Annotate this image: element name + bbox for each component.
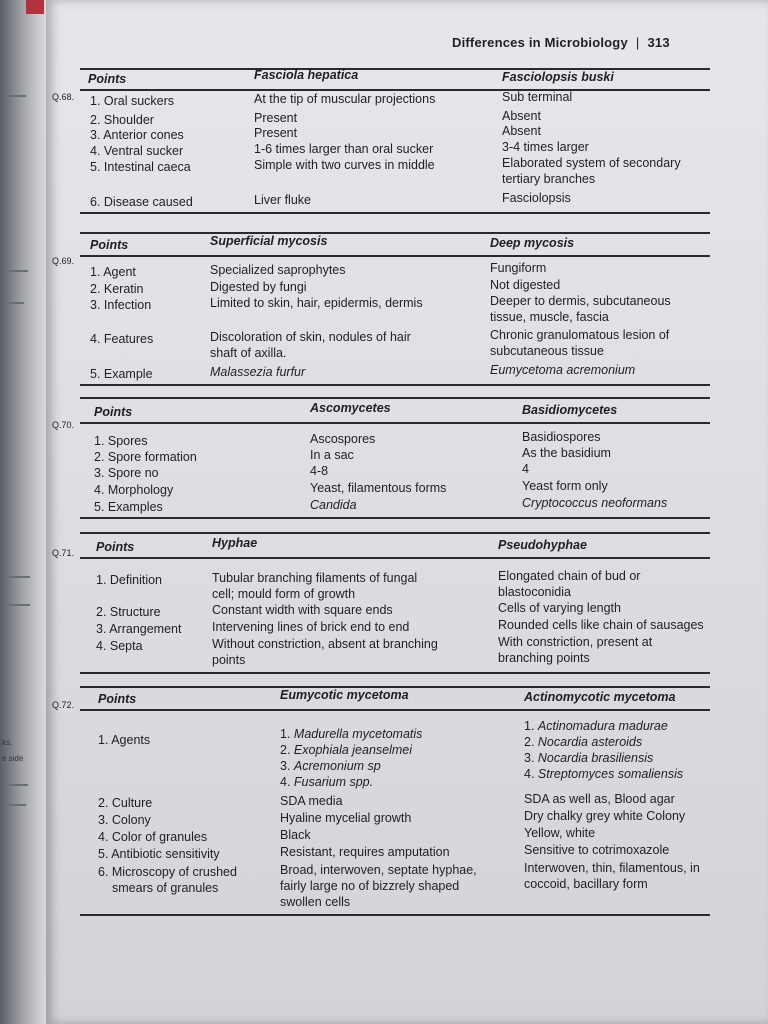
table-top-rule	[80, 68, 710, 70]
agent-name: Acremonium sp	[293, 759, 381, 773]
row-value-b: Sensitive to cotrimoxazole	[524, 843, 670, 857]
row-point: 4. Ventral sucker	[90, 144, 184, 158]
margin-mark	[4, 95, 26, 97]
agent-b	[524, 734, 642, 750]
column-header-a: Eumycotic mycetoma	[280, 688, 409, 702]
row-value-a: Resistant, requires amputation	[280, 845, 450, 859]
row-value-a: Black	[280, 828, 311, 842]
row-value-a: Ascospores	[310, 432, 376, 446]
row-value-a: Limited to skin, hair, epidermis, dermis	[210, 296, 423, 310]
row-value-b: Elaborated system of secondary	[502, 156, 681, 170]
row-value-b: Yellow, white	[524, 826, 596, 840]
row-value-b: Elongated chain of bud or	[498, 569, 641, 583]
row-point: 5. Examples	[94, 500, 163, 514]
row-value-a: Discoloration of skin, nodules of hair	[210, 330, 411, 344]
row-value-a: fairly large no of bizzrely shaped	[280, 879, 460, 893]
agent-name: Actinomadura madurae	[537, 719, 668, 733]
question-number: Q.70.	[52, 420, 75, 430]
row-point: 2. Culture	[98, 796, 153, 810]
agent-number: 1.	[280, 727, 294, 741]
row-value-a: Tubular branching filaments of fungal	[212, 571, 418, 585]
row-value-a: Digested by fungi	[210, 280, 307, 294]
row-point: 2. Keratin	[90, 282, 144, 296]
row-value-b: Not digested	[490, 278, 561, 292]
table-bottom-rule	[80, 517, 710, 519]
agent-number: 1.	[524, 719, 538, 733]
book-binding-edge	[0, 0, 48, 1024]
running-header	[452, 35, 670, 50]
agent-a	[280, 774, 373, 790]
row-value-a: shaft of axilla.	[210, 346, 287, 360]
row-value-a: Simple with two curves in middle	[254, 158, 435, 172]
row-value-b: As the basidium	[522, 446, 611, 460]
row-value-a: Hyaline mycelial growth	[280, 811, 412, 825]
margin-mark	[4, 804, 26, 806]
row-value-a: Without constriction, absent at branching	[212, 637, 438, 651]
row-value-a: points	[212, 653, 246, 667]
agent-a	[280, 758, 381, 774]
agent-b	[524, 718, 668, 734]
row-value-a: 4-8	[310, 464, 329, 478]
row-value-b: Yeast form only	[522, 479, 608, 493]
column-header-points: Points	[96, 540, 135, 554]
margin-mark	[4, 302, 24, 304]
row-value-b: tertiary branches	[502, 172, 596, 186]
row-value-b: Sub terminal	[502, 90, 573, 104]
column-header-points: Points	[98, 692, 137, 706]
row-value-a: At the tip of muscular projections	[254, 92, 436, 106]
row-point: 3. Infection	[90, 298, 152, 312]
row-point: 6. Microscopy of crushed	[98, 865, 237, 879]
row-point: smears of granules	[112, 881, 219, 895]
question-number: Q.68.	[52, 92, 75, 102]
margin-mark	[4, 270, 28, 272]
row-point: 1. Agents	[98, 733, 151, 747]
row-value-b: tissue, muscle, fascia	[490, 310, 609, 324]
column-header-a: Superficial mycosis	[210, 234, 328, 248]
row-point: 1. Oral suckers	[90, 94, 175, 108]
agent-name: Exophiala jeanselmei	[293, 743, 413, 757]
row-point: 5. Intestinal caeca	[90, 160, 191, 174]
row-value-a: Liver fluke	[254, 193, 311, 207]
table-bottom-rule	[80, 672, 710, 674]
header-underline	[80, 255, 710, 257]
row-point: 3. Arrangement	[96, 622, 182, 636]
row-value-b: Cells of varying length	[498, 601, 621, 615]
row-value-b: With constriction, present at	[498, 635, 653, 649]
row-value-b: SDA as well as, Blood agar	[524, 792, 675, 806]
row-value-a: Present	[254, 126, 298, 140]
row-value-b: coccoid, bacillary form	[524, 877, 648, 891]
agent-number: 2.	[524, 735, 538, 749]
row-value-a: Candida	[310, 498, 357, 512]
agent-name: Nocardia asteroids	[537, 735, 643, 749]
page-number: 313	[647, 35, 670, 50]
agent-number: 4.	[524, 767, 538, 781]
question-number: Q.72.	[52, 700, 75, 710]
row-value-b: Fungiform	[490, 261, 547, 275]
question-number: Q.69.	[52, 256, 75, 266]
row-point: 2. Spore formation	[94, 450, 197, 464]
row-value-b: branching points	[498, 651, 590, 665]
agent-b	[524, 766, 683, 782]
row-value-b: Dry chalky grey white Colony	[524, 809, 686, 823]
row-value-b: 4	[522, 462, 529, 476]
row-value-a: Specialized saprophytes	[210, 263, 346, 277]
row-value-a: 1-6 times larger than oral sucker	[254, 142, 434, 156]
table-top-rule	[80, 397, 710, 399]
row-value-a: SDA media	[280, 794, 343, 808]
row-point: 3. Spore no	[94, 466, 159, 480]
row-point: 2. Structure	[96, 605, 161, 619]
header-title: Differences in Microbiology	[452, 35, 628, 50]
row-point: 1. Definition	[96, 573, 163, 587]
column-header-b: Basidiomycetes	[522, 403, 618, 417]
header-underline	[80, 709, 710, 711]
row-value-b: 3-4 times larger	[502, 140, 589, 154]
row-point: 1. Agent	[90, 265, 136, 279]
row-value-a: cell; mould form of growth	[212, 587, 356, 601]
row-point: 4. Septa	[96, 639, 143, 653]
agent-number: 3.	[280, 759, 294, 773]
row-point: 5. Antibiotic sensitivity	[98, 847, 220, 861]
agent-name: Fusarium spp.	[293, 775, 374, 789]
margin-text: e side	[2, 754, 24, 763]
column-header-points: Points	[94, 405, 133, 419]
column-header-a: Fasciola hepatica	[254, 68, 359, 82]
margin-text: ks,	[2, 738, 13, 747]
row-value-a: Broad, interwoven, septate hyphae,	[280, 863, 477, 877]
column-header-b: Fasciolopsis buski	[502, 70, 614, 84]
column-header-b: Pseudohyphae	[498, 538, 587, 552]
agent-number: 3.	[524, 751, 538, 765]
row-value-b: Chronic granulomatous lesion of	[490, 328, 670, 342]
agent-a	[280, 742, 412, 758]
row-point: 6. Disease caused	[90, 195, 193, 209]
row-point: 3. Anterior cones	[90, 128, 184, 142]
row-point: 2. Shoulder	[90, 113, 154, 127]
table-bottom-rule	[80, 914, 710, 916]
column-header-a: Ascomycetes	[310, 401, 391, 415]
column-header-points: Points	[90, 238, 129, 252]
column-header-a: Hyphae	[212, 536, 258, 550]
row-value-b: blastoconidia	[498, 585, 571, 599]
row-value-a: Present	[254, 111, 298, 125]
row-point: 5. Example	[90, 367, 153, 381]
header-separator: |	[635, 35, 640, 50]
book-page	[46, 0, 768, 1024]
table-bottom-rule	[80, 212, 710, 214]
margin-mark	[4, 784, 28, 786]
margin-mark	[4, 576, 30, 578]
row-point: 3. Colony	[98, 813, 151, 827]
column-header-b: Actinomycotic mycetoma	[524, 690, 676, 704]
question-number: Q.71.	[52, 548, 75, 558]
row-value-a: In a sac	[310, 448, 354, 462]
row-point: 1. Spores	[94, 434, 148, 448]
header-underline	[80, 557, 710, 559]
row-value-b: subcutaneous tissue	[490, 344, 604, 358]
agent-a	[280, 726, 422, 742]
row-value-a: Malassezia furfur	[210, 365, 306, 379]
row-point: 4. Features	[90, 332, 154, 346]
row-value-a: Constant width with square ends	[212, 603, 393, 617]
row-value-a: swollen cells	[280, 895, 351, 909]
row-value-b: Rounded cells like chain of sausages	[498, 618, 704, 632]
row-value-b: Absent	[502, 124, 541, 138]
row-value-b: Fasciolopsis	[502, 191, 571, 205]
margin-mark	[4, 604, 30, 606]
row-value-b: Interwoven, thin, filamentous, in	[524, 861, 700, 875]
agent-b	[524, 750, 653, 766]
agent-name: Nocardia brasiliensis	[537, 751, 654, 765]
agent-name: Madurella mycetomatis	[293, 727, 423, 741]
row-value-a: Intervening lines of brick end to end	[212, 620, 410, 634]
row-value-b: Absent	[502, 109, 541, 123]
agent-name: Streptomyces somaliensis	[537, 767, 684, 781]
table-bottom-rule	[80, 384, 710, 386]
red-tab-marker	[26, 0, 44, 14]
row-point: 4. Color of granules	[98, 830, 208, 844]
table-top-rule	[80, 532, 710, 534]
header-underline	[80, 422, 710, 424]
row-value-b: Basidiospores	[522, 430, 601, 444]
agent-number: 4.	[280, 775, 294, 789]
agent-number: 2.	[280, 743, 294, 757]
column-header-points: Points	[88, 72, 127, 86]
row-point: 4. Morphology	[94, 483, 174, 497]
row-value-b: Deeper to dermis, subcutaneous	[490, 294, 671, 308]
row-value-b: Eumycetoma acremonium	[490, 363, 636, 377]
column-header-b: Deep mycosis	[490, 236, 575, 250]
table-top-rule	[80, 232, 710, 234]
row-value-a: Yeast, filamentous forms	[310, 481, 447, 495]
row-value-b: Cryptococcus neoformans	[522, 496, 668, 510]
